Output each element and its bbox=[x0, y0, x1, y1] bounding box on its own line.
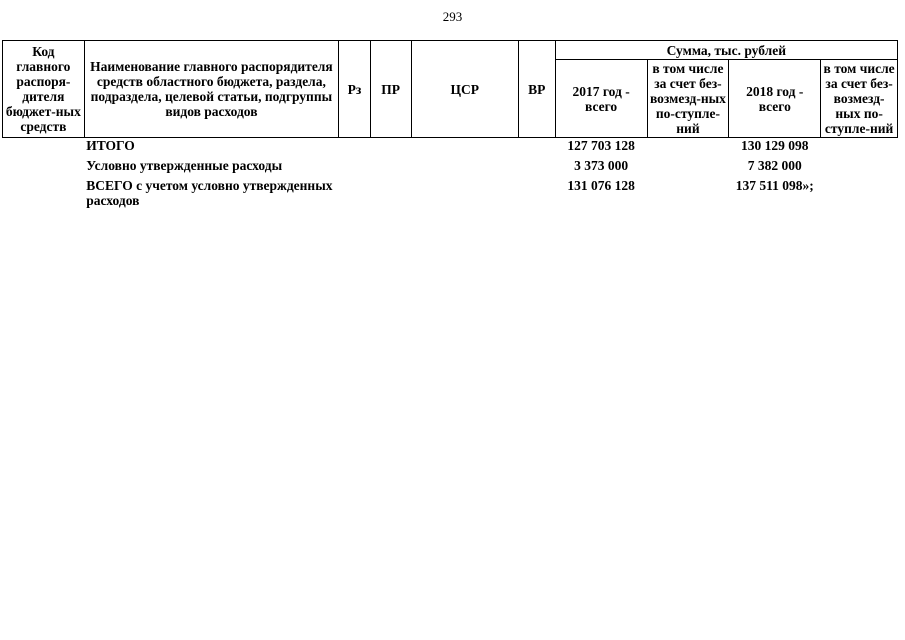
header-2017-total: 2017 год - всего bbox=[555, 60, 647, 138]
budget-table bbox=[2, 40, 898, 208]
table-row bbox=[3, 153, 898, 173]
header-csr: ЦСР bbox=[411, 41, 518, 138]
header-rz: Рз bbox=[339, 41, 371, 138]
table-row bbox=[3, 138, 898, 154]
table-row bbox=[3, 173, 898, 208]
row-name: Условно утвержденные расходы bbox=[86, 158, 283, 173]
row-2017-value: 131 076 128 bbox=[567, 178, 635, 193]
row-2017-value: 127 703 128 bbox=[567, 138, 635, 153]
header-2017-gratuitous: в том числе за счет без-возмезд-ных по-ступле-ний bbox=[647, 60, 729, 138]
header-code: Код главного распоря-дителя бюджет-ных средств bbox=[3, 41, 85, 138]
row-2018-value: 137 511 098»; bbox=[735, 178, 814, 193]
row-2017-value: 3 373 000 bbox=[574, 158, 629, 173]
row-2018-value: 7 382 000 bbox=[747, 158, 802, 173]
row-name: ИТОГО bbox=[86, 138, 135, 153]
header-2018-total: 2018 год - всего bbox=[729, 60, 821, 138]
header-2018-gratuitous: в том числе за счет без-возмезд-ных по-ступле-ний bbox=[821, 60, 898, 138]
header-vr: ВР bbox=[518, 41, 555, 138]
row-2018-value: 130 129 098 bbox=[741, 138, 809, 153]
row-name: ВСЕГО с учетом условно утвержденных расходов bbox=[86, 178, 333, 208]
header-pr: ПР bbox=[370, 41, 411, 138]
header-sum-group: Сумма, тыс. рублей bbox=[555, 41, 897, 60]
page-number: 293 bbox=[442, 9, 463, 24]
header-name: Наименование главного распорядителя средств областного бюджета, раздела, подраздела, целевой статьи, подгруппы видов расходов bbox=[84, 41, 338, 138]
